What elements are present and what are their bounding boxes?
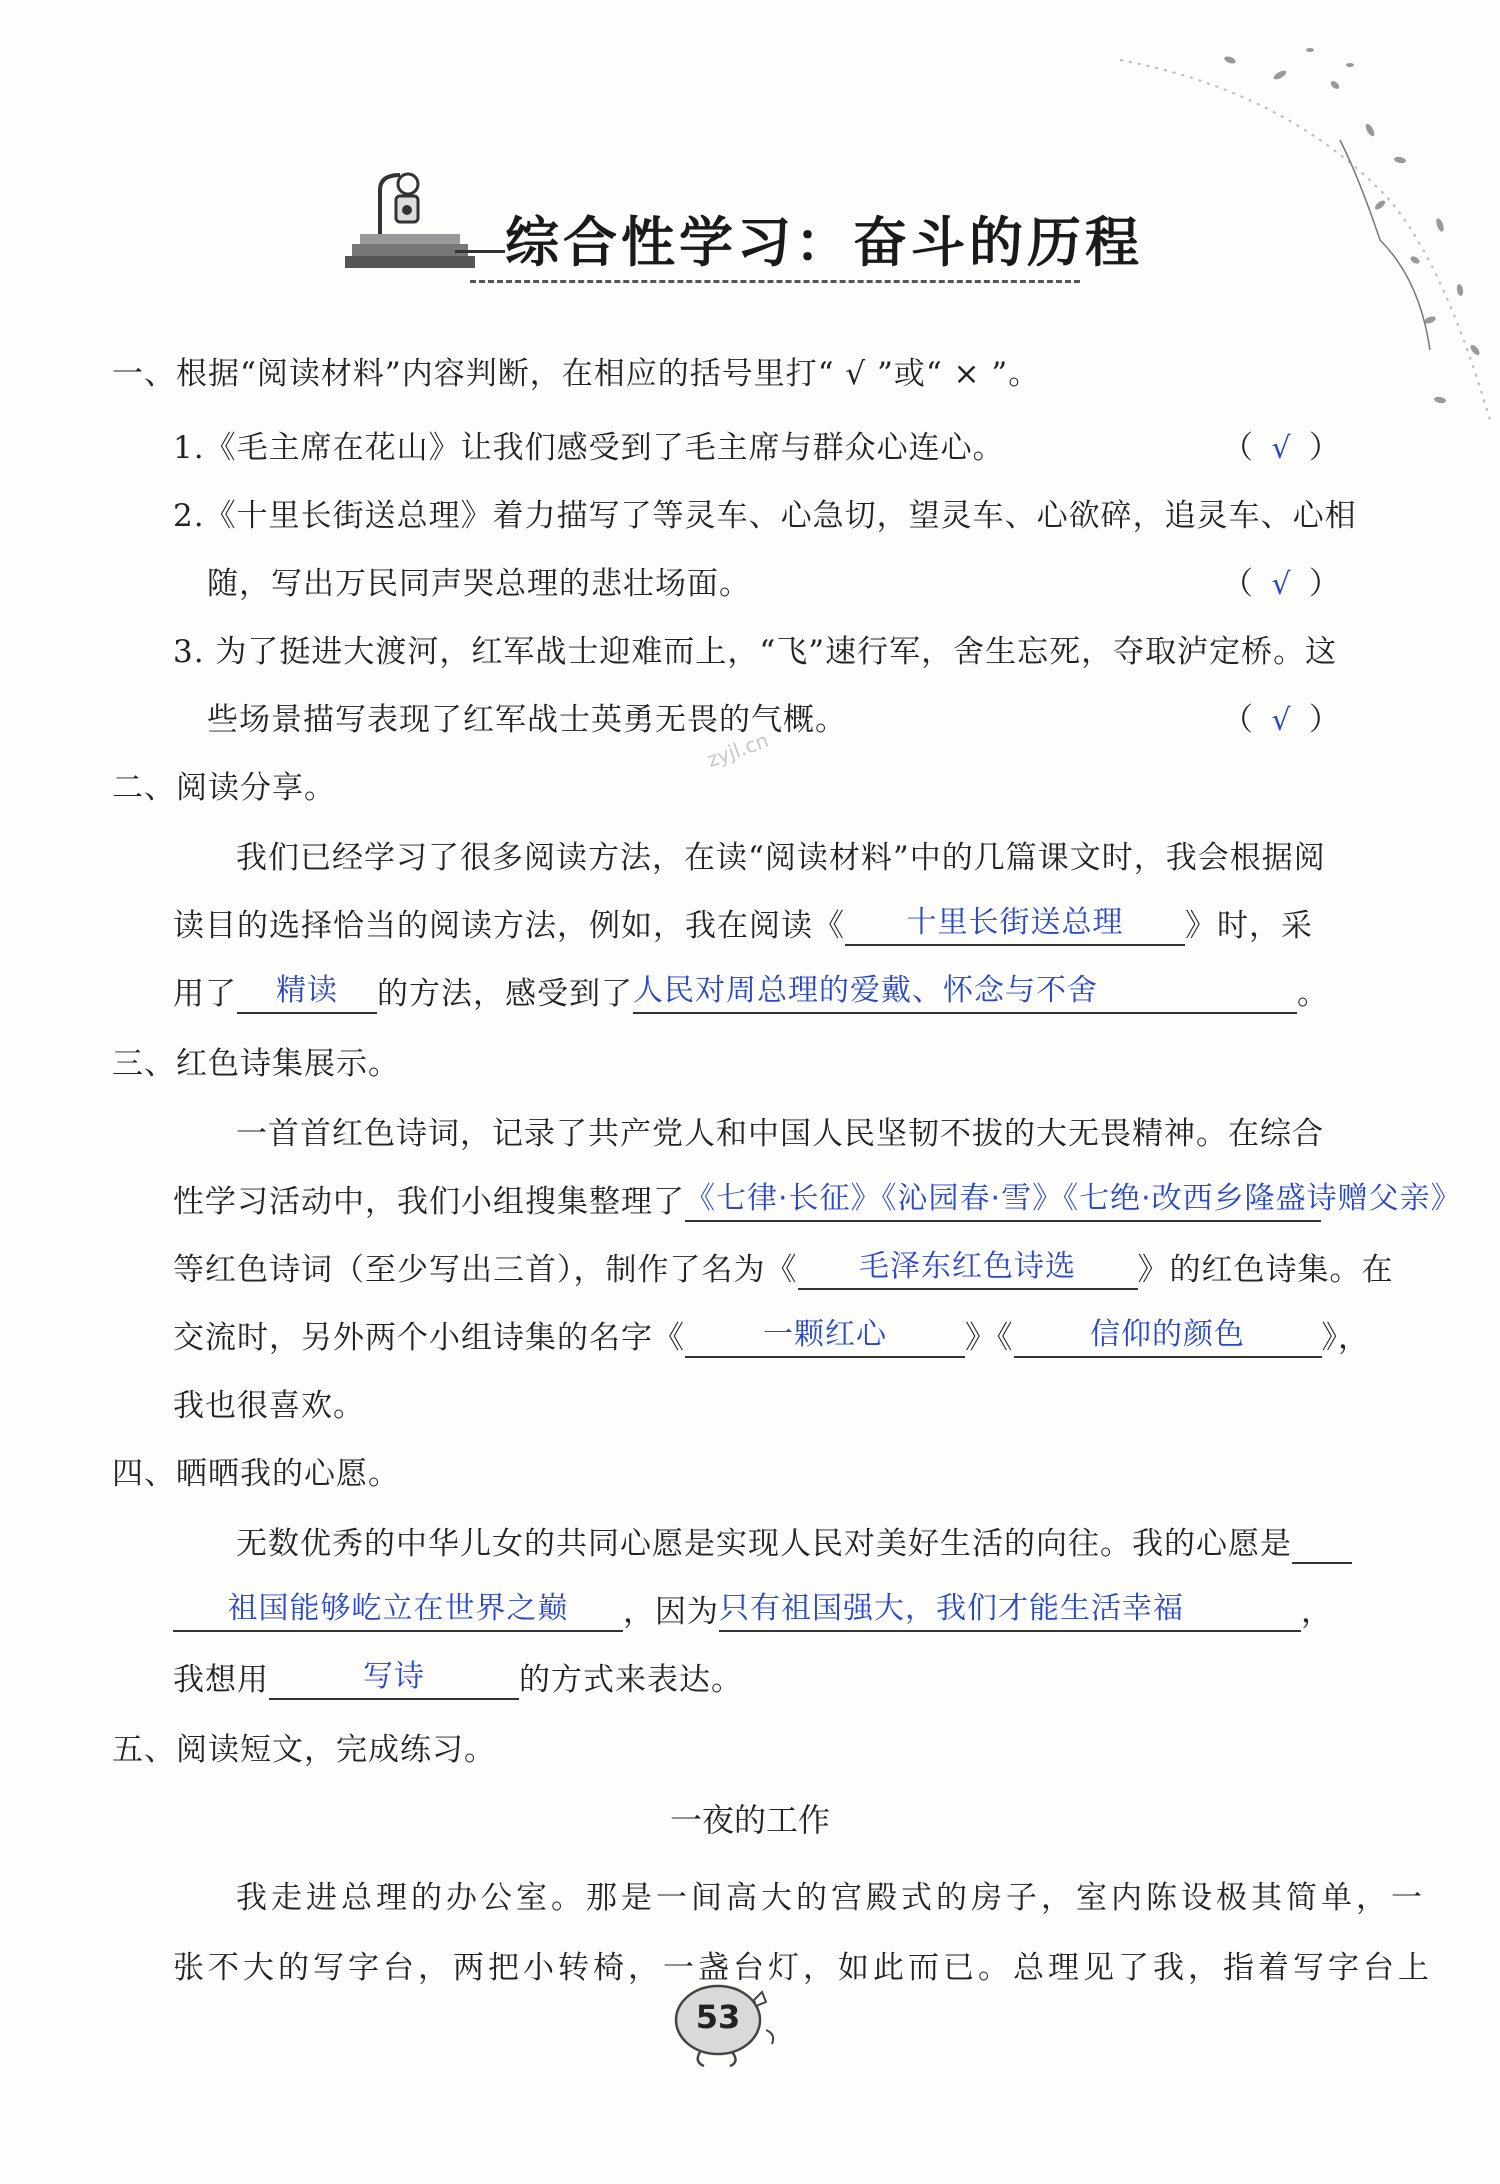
s4-line-1: 无数优秀的中华儿女的共同心愿是实现人民对美好生活的向往。我的心愿是 [236, 1524, 1352, 1564]
s2-line-2: 读目的选择恰当的阅读方法，例如，我在阅读《 十里长街送总理 》时，采 [173, 905, 1313, 944]
answer-blank: 一颗红心 [685, 1320, 965, 1358]
s4-line-3: 我想用 写诗 的方式来表达。 [173, 1659, 743, 1698]
story-line-2: 张不大的写字台，两把小转椅，一盏台灯，如此而已。总理见了我，指着写字台上 [173, 1950, 1433, 1986]
section-3-heading: 三、红色诗集展示。 [112, 1046, 400, 1082]
s3-line-3: 等红色诗词（至少写出三首），制作了名为《 毛泽东红色诗选 》的红色诗集。在 [173, 1249, 1394, 1288]
story-title: 一夜的工作 [669, 1801, 830, 1839]
question-2-line-2: 随，写出万民同声哭总理的悲壮场面。 [207, 566, 751, 602]
title-rule [455, 250, 505, 253]
title-dashes [470, 280, 1080, 283]
answer-blank: 毛泽东红色诗选 [798, 1252, 1138, 1290]
question-1: 1.《毛主席在花山》让我们感受到了毛主席与群众心连心。 [173, 430, 1005, 466]
answer-blank: 十里长街送总理 [845, 908, 1185, 946]
question-2-line-1: 2.《十里长街送总理》着力描写了等灵车、心急切，望灵车、心欲碎，追灵车、心相 [173, 498, 1357, 534]
answer-blank: 人民对周总理的爱戴、怀念与不舍 [633, 976, 1297, 1014]
answer-blank: 精读 [237, 976, 377, 1014]
lamp-books-icon [340, 170, 480, 280]
answer-blank [1292, 1526, 1352, 1564]
section-4-heading: 四、晒晒我的心愿。 [112, 1456, 400, 1492]
s3-line-2: 性学习活动中，我们小组搜集整理了 《七律·长征》《沁园春·雪》《七绝·改西乡隆盛诗赠父亲》 [173, 1181, 1462, 1220]
s4-line-2: 祖国能够屹立在世界之巅 ，因为 只有祖国强大，我们才能生活幸福 ， [173, 1592, 1333, 1632]
watermark: zyjl.cn [703, 727, 772, 773]
section-2-heading: 二、阅读分享。 [112, 770, 336, 806]
answer-blank: 写诗 [269, 1662, 519, 1700]
s3-line-4: 交流时，另外两个小组诗集的名字《 一颗红心 》《 信仰的颜色 》， [173, 1317, 1370, 1356]
section-1-heading: 一、根据“阅读材料”内容判断，在相应的括号里打“ √ ”或“ × ”。 [112, 356, 1041, 392]
section-5-heading: 五、阅读短文，完成练习。 [112, 1732, 496, 1768]
question-3-line-1: 3. 为了挺进大渡河，红军战士迎难而上，“飞”速行军，舍生忘死，夺取泸定桥。这 [173, 634, 1338, 670]
check-mark: √ [1271, 431, 1291, 466]
answer-blank: 《七律·长征》《沁园春·雪》《七绝·改西乡隆盛诗赠父亲》 [685, 1184, 1321, 1222]
s2-line-3: 用了 精读 的方法，感受到了 人民对周总理的爱戴、怀念与不舍 。 [173, 973, 1329, 1012]
story-line-1: 我走进总理的办公室。那是一间高大的宫殿式的房子，室内陈设极其简单，一 [236, 1880, 1426, 1916]
question-3-line-2: 些场景描写表现了红军战士英勇无畏的气概。 [207, 702, 847, 738]
check-mark: √ [1271, 703, 1291, 738]
answer-box-3: （ √ ） [1222, 700, 1340, 741]
leaf-decoration [1080, 20, 1500, 440]
answer-blank: 信仰的颜色 [1014, 1320, 1322, 1358]
answer-box-2: （ √ ） [1222, 564, 1340, 605]
check-mark: √ [1271, 567, 1291, 602]
s3-line-1: 一首首红色诗词，记录了共产党人和中国人民坚韧不拔的大无畏精神。在综合 [236, 1116, 1324, 1152]
answer-blank: 祖国能够屹立在世界之巅 [173, 1594, 623, 1632]
s3-line-5: 我也很喜欢。 [173, 1388, 365, 1424]
s2-line-1: 我们已经学习了很多阅读方法，在读“阅读材料”中的几篇课文时，我会根据阅 [236, 840, 1326, 876]
answer-box-1: （ √ ） [1222, 428, 1340, 469]
page-title: 综合性学习：奋斗的历程 [505, 210, 1143, 274]
answer-blank: 只有祖国强大，我们才能生活幸福 [719, 1594, 1301, 1632]
page-number: 53 [695, 1998, 741, 2036]
